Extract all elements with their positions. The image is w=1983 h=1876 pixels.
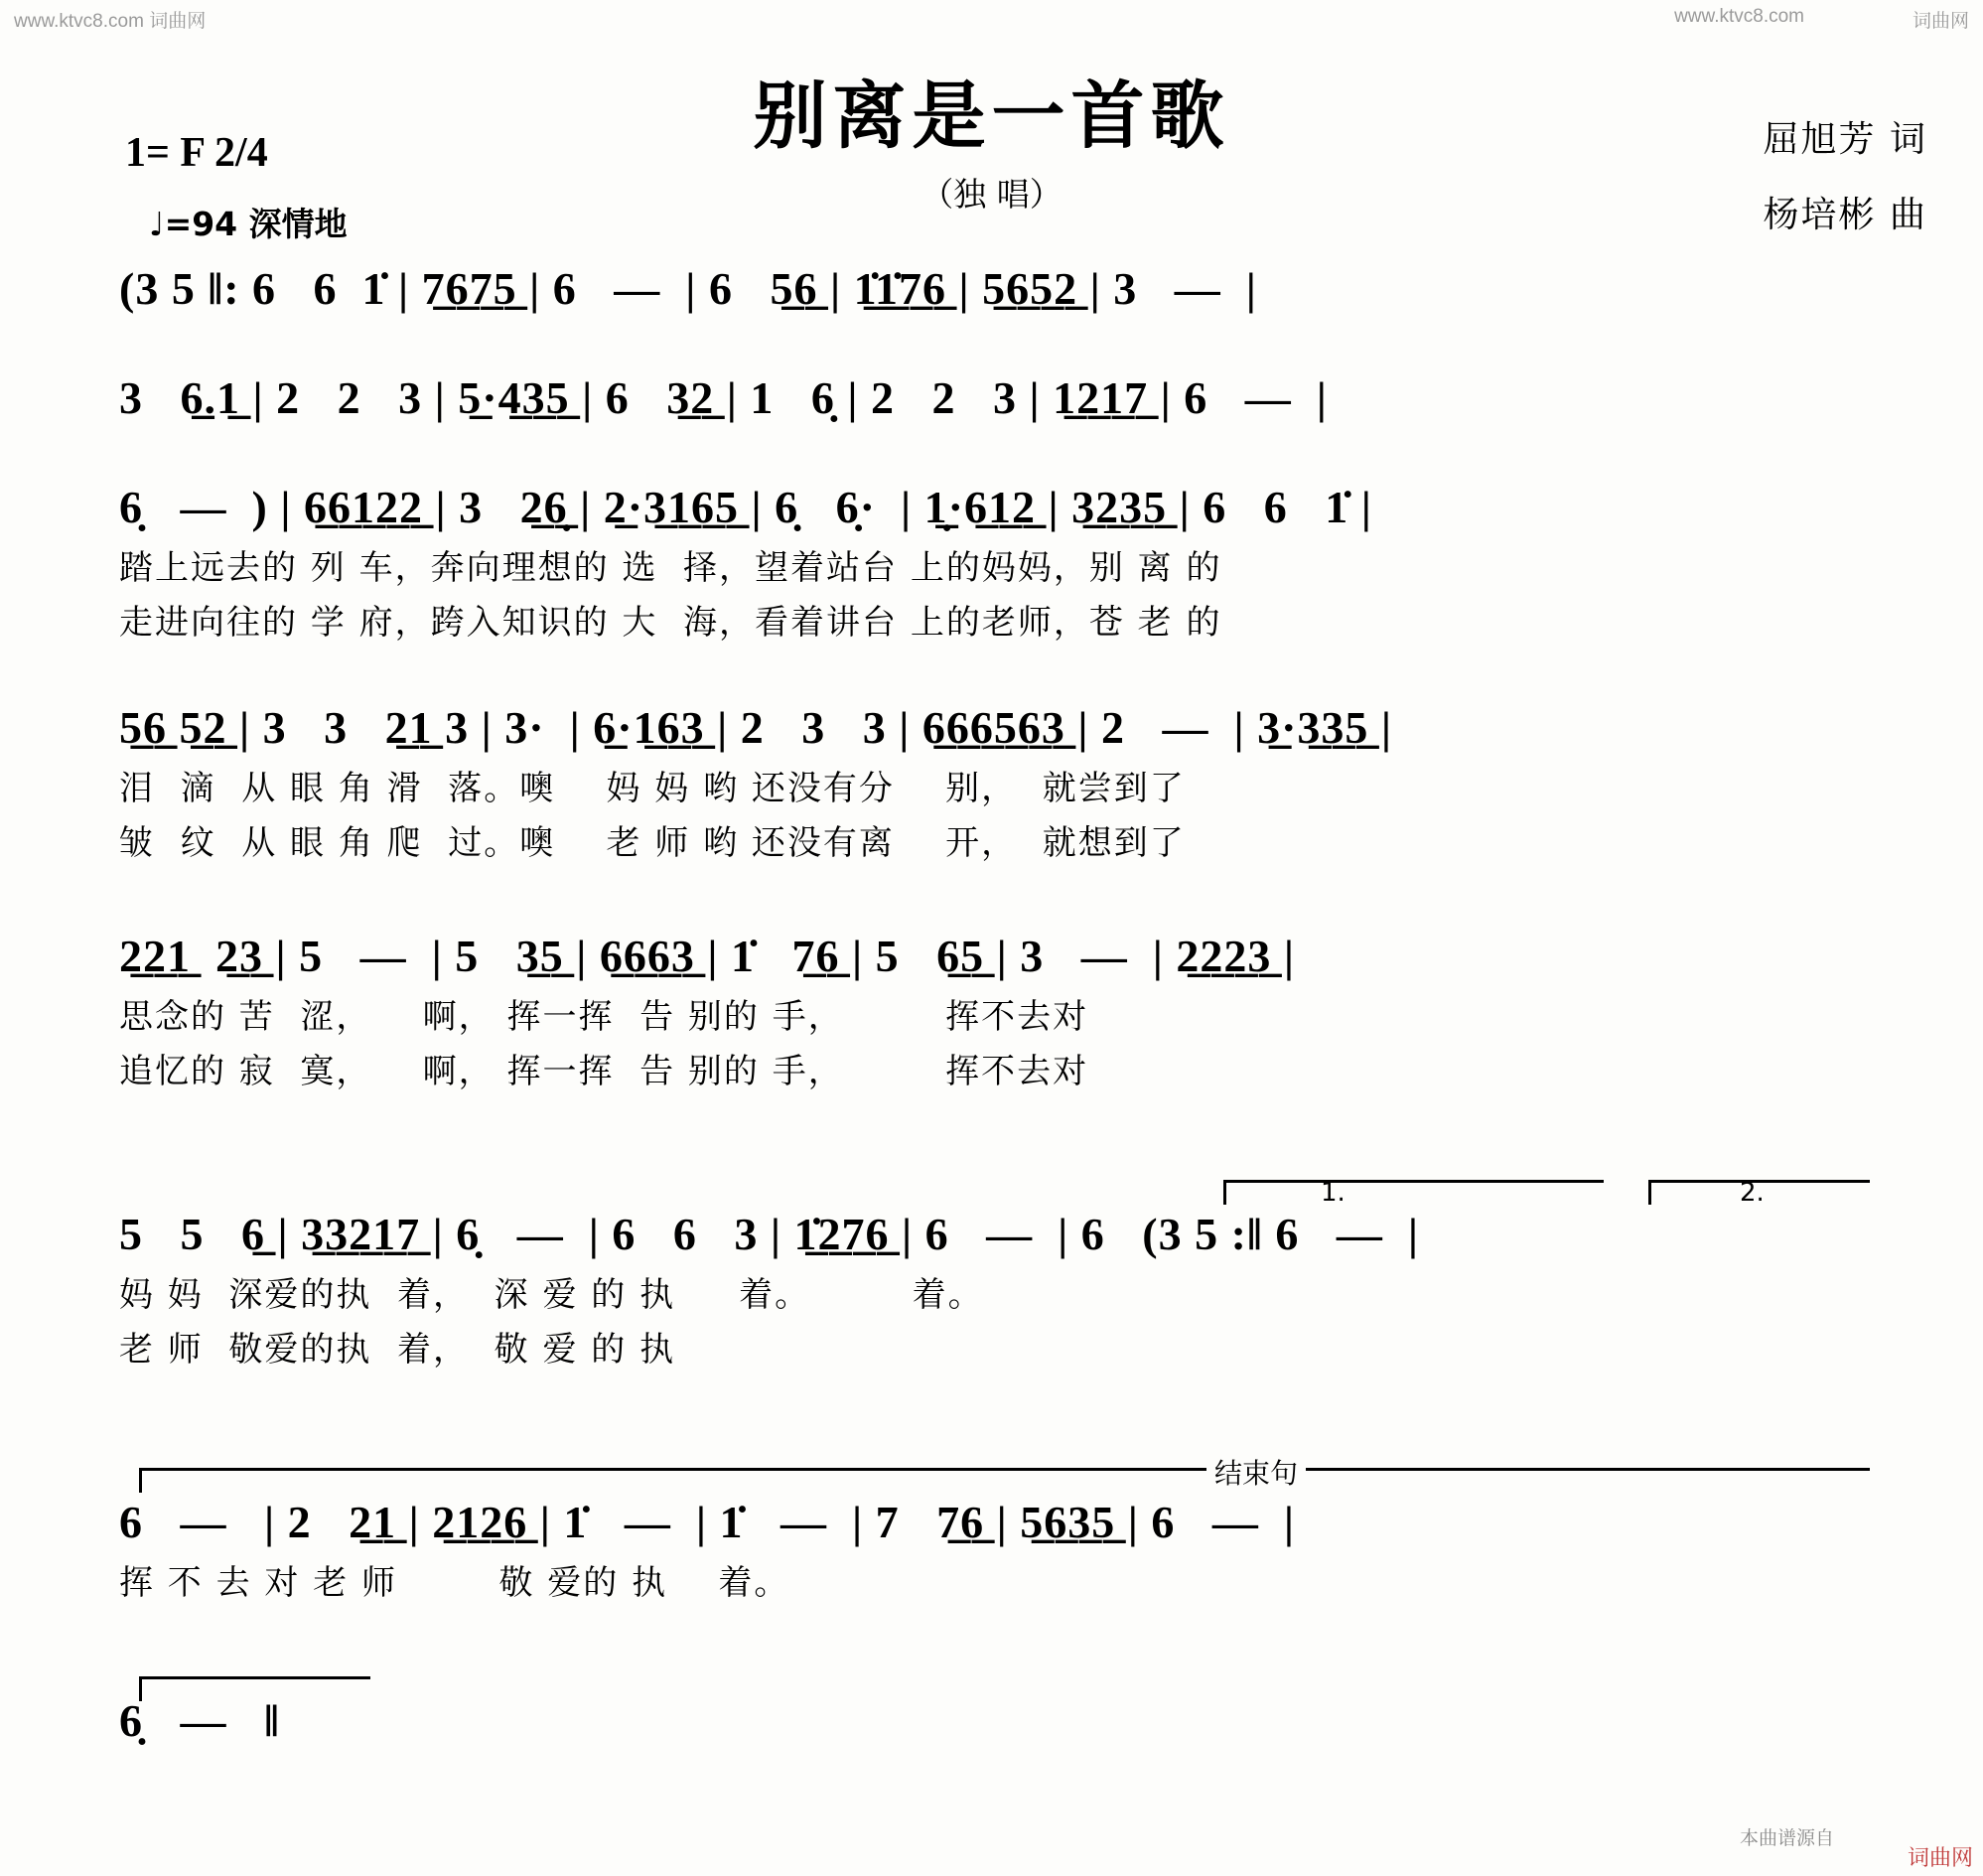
tempo-marking: ♩=94 深情地 [149, 205, 348, 243]
lyric-line-verse2: 老 师 敬爱的执 着， 敬 爱 的 执 [119, 1330, 676, 1370]
lyric-line-verse1: 挥 不 去 对 老 师 敬 爱的 执 着。 [119, 1563, 790, 1603]
volta-bracket-1 [1223, 1180, 1604, 1205]
notation-line: (3 5 ‖: 6 6 1̇ | 7̲6̲7̲5̲ | 6 — | 6 5̲6̲ | 1̲̇1̲̇7̲6̲ | 5̲6̲5̲2̲ | 3 — | [119, 263, 1257, 314]
notation-line: 6̣ — ) | 6̲6̲1̲2̲2̲ | 3 2̲6̣̲ | 2̲·3̲1̲6̲5̲ | 6̣ 6̣· | 1̣̲·6̲1̲2̲ | 3̲2̲3̲5̲ | 6 6 1̇ | [119, 482, 1372, 532]
score-row-final [119, 1695, 1867, 1746]
lyric-line-verse1: 妈 妈 深爱的执 着， 深 爱 的 执 着。 着。 [119, 1275, 984, 1315]
lyric-line-verse2: 走进向往的 学 府，跨入知识的 大 海，看着讲台 上的老师，苍 老 的 [119, 603, 1222, 643]
key-signature: 1= F 2/4 [125, 130, 268, 176]
watermark-bottom-right: 本曲谱源自 [1739, 1828, 1834, 1849]
lyric-line-verse1: 泪 滴 从 眼 角 滑 落。噢 妈 妈 哟 还没有分 别， 就尝到了 [119, 769, 1186, 808]
notation-line: 5̲6̲ 5̲2̲ | 3 3 2̲1̲ 3 | 3· | 6̲·1̲6̲3̲ | 2 3 3 | 6̲6̲6̲5̲6̲3̲ | 2 — | 3̲·3̲3̲5̲ | [119, 702, 1393, 753]
coda-label: 结束句 [1206, 1452, 1306, 1492]
page-subtitle: （独 唱） [921, 175, 1062, 214]
score-row [119, 372, 1867, 423]
watermark-top-right-2: 词曲网 [1912, 11, 1969, 32]
volta-label-2: 2. [1740, 1178, 1765, 1208]
notation-line: 5 5 6̲ | 3̲3̲2̲1̲7̲ | 6̣ — | 6 6 3 | 1̲̇2̲7̲6̲ | 6 — | 6 (3 5 :‖ 6 — | [119, 1209, 1419, 1259]
score-row [119, 1209, 1867, 1371]
watermark-top-right: www.ktvc8.com [1674, 6, 1804, 27]
score-row [119, 702, 1867, 864]
score-row [119, 1497, 1867, 1604]
score-row [119, 263, 1867, 314]
notation-line: 3 6̲.1̲ | 2 2 3 | 5̲·4̲3̲5̲ | 6 3̲2̲ | 1 6̣ | 2 2 3 | 1̲2̲1̲7̲ | 6 — | [119, 372, 1328, 423]
lyric-line-verse1: 踏上远去的 列 车，奔向理想的 选 择，望着站台 上的妈妈，别 离 的 [119, 548, 1222, 588]
lyric-line-verse2: 追忆的 寂 寞， 啊， 挥一挥 告 别的 手， 挥不去对 [119, 1052, 1089, 1091]
lyricist-credit: 屈旭芳 词 [1763, 119, 1927, 160]
score-row [119, 482, 1867, 644]
notation-line: 2̲2̲1̲ 2̲3̲ | 5 — | 5 3̲5̲ | 6̲6̲6̲3̲ | 1̇ 7̲6̲ | 5 6̲5̲ | 3 — | 2̲2̲2̲3̲ | [119, 931, 1296, 981]
watermark-bottom-right-site: 词曲网 [1907, 1845, 1973, 1870]
watermark-top-left: www.ktvc8.com 词曲网 [14, 11, 207, 32]
page-title: 别离是一首歌 [753, 73, 1230, 159]
score-row [119, 931, 1867, 1092]
lyric-line-verse2: 皱 纹 从 眼 角 爬 过。噢 老 师 哟 还没有离 开， 就想到了 [119, 823, 1186, 863]
lyric-line-verse1: 思念的 苦 涩， 啊， 挥一挥 告 别的 手， 挥不去对 [119, 997, 1089, 1037]
notation-line: 6̣ — ‖ [119, 1695, 280, 1746]
composer-credit: 杨培彬 曲 [1763, 195, 1927, 235]
notation-line: 6 — | 2 2̲1̲ | 2̲1̲2̲6̲ | 1̇ — | 1̇ — | 7 7̲6̲ | 5̲6̲3̲5̲ | 6 — | [119, 1497, 1296, 1547]
volta-label-1: 1. [1321, 1178, 1346, 1208]
coda-bracket [139, 1468, 1870, 1493]
